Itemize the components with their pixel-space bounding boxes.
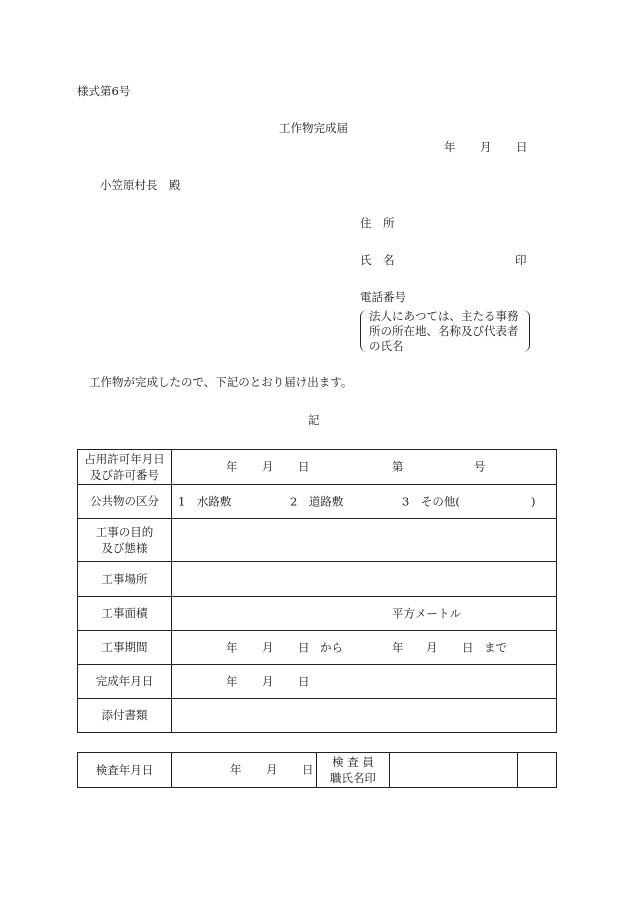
period-from: から xyxy=(320,639,343,654)
phone-label: 電話番号 xyxy=(360,290,406,304)
completion-label: 完成年月日 xyxy=(78,665,172,699)
details-table xyxy=(77,449,557,733)
name-label: 氏 名 xyxy=(360,253,395,267)
permit-go: 号 xyxy=(474,459,486,474)
inspector-seal-value[interactable] xyxy=(518,753,557,788)
note-line-3: の氏名 xyxy=(369,339,404,353)
permit-day: 日 xyxy=(298,459,310,474)
purpose-label-line1: 工事の目的 xyxy=(95,524,154,539)
period-label: 工事期間 xyxy=(78,631,172,665)
seal-label: 印 xyxy=(515,253,527,267)
attachments-value[interactable] xyxy=(172,699,557,733)
inspection-year: 年 xyxy=(230,762,242,777)
date-month: 月 xyxy=(480,140,492,154)
category-2: 2 道路敷 xyxy=(290,493,344,508)
category-1: 1 水路敷 xyxy=(178,493,232,508)
completion-month: 月 xyxy=(262,673,274,688)
period-from-month: 月 xyxy=(262,639,274,654)
inspector-label xyxy=(317,753,390,788)
permit-label xyxy=(78,450,172,485)
inspection-date-value[interactable] xyxy=(172,753,317,788)
completion-year: 年 xyxy=(226,673,238,688)
period-to-day: 日 xyxy=(462,639,474,654)
period-value[interactable] xyxy=(172,631,557,665)
period-to-month: 月 xyxy=(426,639,438,654)
category-value[interactable] xyxy=(172,485,557,519)
attachments-label: 添付書類 xyxy=(78,699,172,733)
permit-month: 月 xyxy=(262,459,274,474)
date-year: 年 xyxy=(444,140,456,154)
permit-year: 年 xyxy=(226,459,238,474)
purpose-label xyxy=(78,519,172,562)
permit-dai: 第 xyxy=(392,459,404,474)
form-number: 様式第6号 xyxy=(77,84,131,98)
ki-heading: 記 xyxy=(308,413,320,427)
inspection-day: 日 xyxy=(302,762,314,777)
area-value[interactable] xyxy=(172,597,557,631)
permit-label-line2: 及び許可番号 xyxy=(90,468,159,482)
inspection-table xyxy=(77,752,557,788)
period-from-year: 年 xyxy=(226,639,238,654)
permit-value[interactable] xyxy=(172,450,557,485)
inspection-month: 月 xyxy=(266,762,278,777)
inspection-date-label: 検査年月日 xyxy=(78,753,172,788)
address-label: 住 所 xyxy=(360,216,395,230)
inspector-label-line2: 職氏名印 xyxy=(330,771,376,785)
completion-value[interactable] xyxy=(172,665,557,699)
permit-label-line1: 占用許可年月日 xyxy=(84,451,165,466)
category-3: 3 その他( xyxy=(402,493,460,508)
inspector-name-value[interactable] xyxy=(390,753,518,788)
date-day: 日 xyxy=(516,140,528,154)
page-title: 工作物完成届 xyxy=(279,121,348,135)
period-to: まで xyxy=(484,639,507,654)
location-value[interactable] xyxy=(172,562,557,597)
body-text: 工作物が完成したので、下記のとおり届け出ます。 xyxy=(89,375,353,389)
period-from-day: 日 xyxy=(298,639,310,654)
inspector-label-line1: 検 査 員 xyxy=(332,754,374,769)
location-label: 工事場所 xyxy=(78,562,172,597)
addressee: 小笠原村長 殿 xyxy=(100,178,181,192)
period-to-year: 年 xyxy=(392,639,404,654)
purpose-label-line2: 及び態様 xyxy=(101,541,148,555)
category-close: ) xyxy=(531,493,536,508)
note-line-2: 所の所在地、名称及び代表者 xyxy=(369,324,519,338)
category-label: 公共物の区分 xyxy=(78,485,172,519)
completion-day: 日 xyxy=(298,673,310,688)
purpose-value[interactable] xyxy=(172,519,557,562)
note-line-1: 法人にあつては、主たる事務 xyxy=(369,309,519,323)
area-label: 工事面積 xyxy=(78,597,172,631)
area-unit: 平方メートル xyxy=(392,605,461,620)
